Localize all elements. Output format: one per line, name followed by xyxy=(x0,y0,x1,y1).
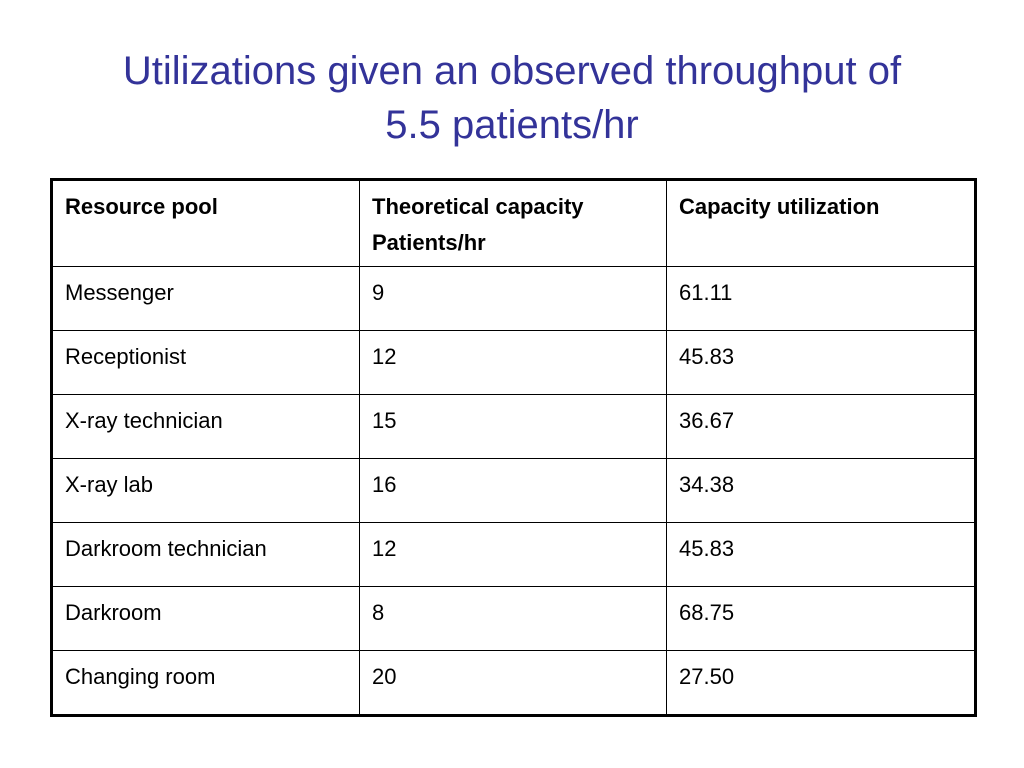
header-resource-pool-label: Resource pool xyxy=(65,194,218,219)
cell-utilization: 45.83 xyxy=(667,331,976,395)
cell-resource: Darkroom xyxy=(52,587,360,651)
table-row xyxy=(52,459,976,523)
table-row xyxy=(52,651,976,716)
cell-capacity: 8 xyxy=(360,587,667,651)
header-resource-pool xyxy=(52,180,360,267)
cell-utilization: 68.75 xyxy=(667,587,976,651)
cell-resource: X-ray lab xyxy=(52,459,360,523)
cell-capacity: 9 xyxy=(360,267,667,331)
cell-resource: Messenger xyxy=(52,267,360,331)
slide-title xyxy=(40,44,984,152)
cell-capacity: 12 xyxy=(360,331,667,395)
cell-resource: Receptionist xyxy=(52,331,360,395)
cell-utilization: 45.83 xyxy=(667,523,976,587)
table-row xyxy=(52,523,976,587)
header-capacity-utilization-label: Capacity utilization xyxy=(679,194,880,219)
cell-resource: Changing room xyxy=(52,651,360,716)
cell-utilization: 34.38 xyxy=(667,459,976,523)
header-capacity-utilization xyxy=(667,180,976,267)
cell-capacity: 12 xyxy=(360,523,667,587)
table-row xyxy=(52,267,976,331)
header-theoretical-capacity-unit: Patients/hr xyxy=(372,230,486,255)
table-row xyxy=(52,395,976,459)
slide-title-line-2: 5.5 patients/hr xyxy=(385,103,639,147)
cell-utilization: 36.67 xyxy=(667,395,976,459)
cell-capacity: 15 xyxy=(360,395,667,459)
table-header-row xyxy=(52,180,976,267)
table-row xyxy=(52,587,976,651)
cell-resource: X-ray technician xyxy=(52,395,360,459)
header-theoretical-capacity xyxy=(360,180,667,267)
cell-resource: Darkroom technician xyxy=(52,523,360,587)
cell-capacity: 20 xyxy=(360,651,667,716)
cell-capacity: 16 xyxy=(360,459,667,523)
header-theoretical-capacity-label: Theoretical capacity xyxy=(372,194,584,219)
cell-utilization: 27.50 xyxy=(667,651,976,716)
utilization-table xyxy=(50,178,977,717)
table-row xyxy=(52,331,976,395)
cell-utilization: 61.11 xyxy=(667,267,976,331)
slide-title-line-1: Utilizations given an observed throughput of xyxy=(122,49,902,93)
